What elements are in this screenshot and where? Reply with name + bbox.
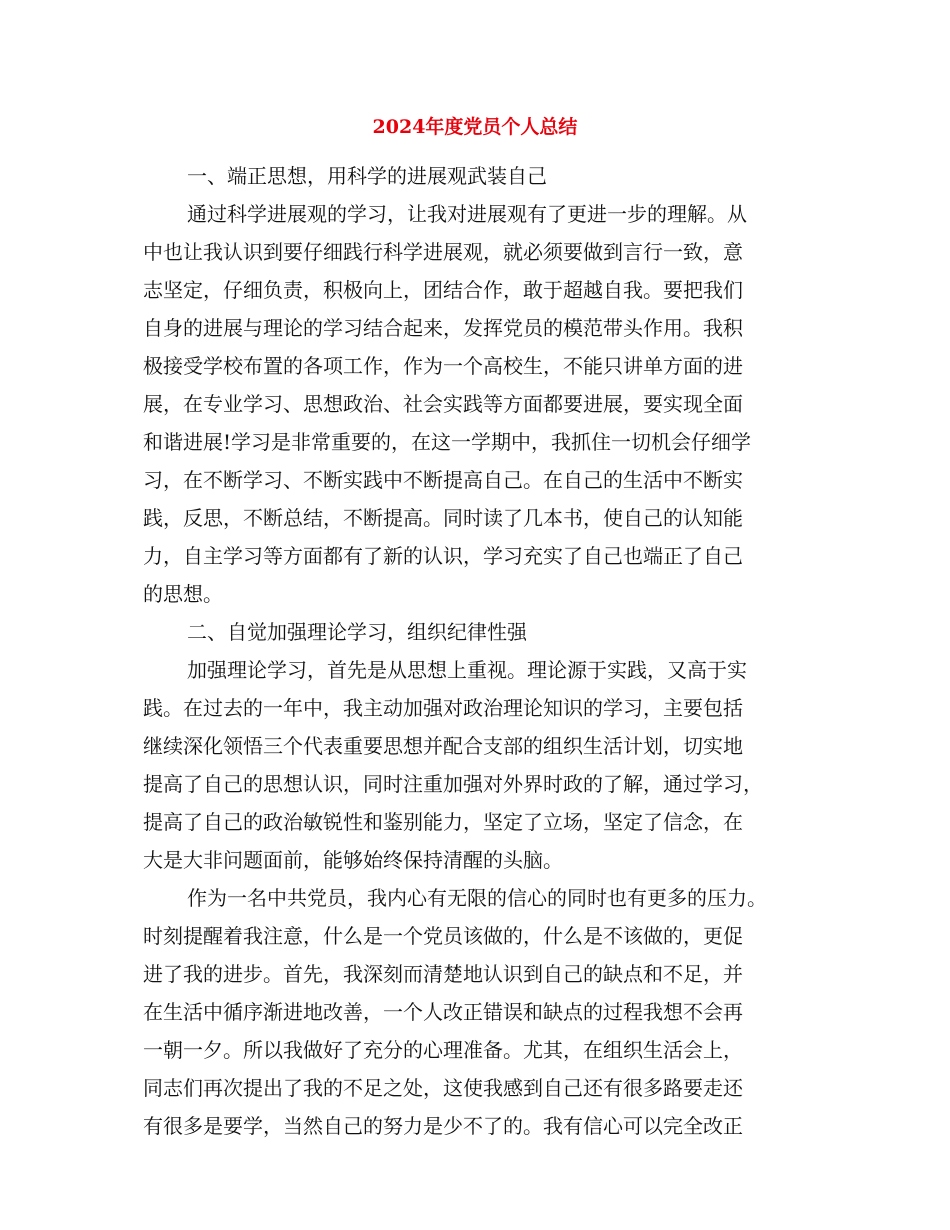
- paragraph-line: 在生活中循序渐进地改善，一个人改正错误和缺点的过程我想不会再: [143, 1000, 743, 1024]
- document-title: 2024年度党员个人总结: [372, 116, 578, 138]
- paragraph-line: 中也让我认识到要仔细践行科学进展观，就必须要做到言行一致，意: [143, 240, 743, 264]
- paragraph-line: 一朝一夕。所以我做好了充分的心理准备。尤其，在组织生活会上，: [143, 1038, 743, 1062]
- paragraph-line: 志坚定，仔细负责，积极向上，团结合作，敢于超越自我。要把我们: [143, 278, 743, 302]
- paragraph-line: 和谐进展!学习是非常重要的，在这一学期中，我抓住一切机会仔细学: [143, 430, 752, 454]
- paragraph-line: 践，反思，不断总结，不断提高。同时读了几本书，使自己的认知能: [143, 506, 743, 530]
- paragraph-line: 继续深化领悟三个代表重要思想并配合支部的组织生活计划，切实地: [143, 734, 743, 758]
- paragraph-line: 提高了自己的思想认识，同时注重加强对外界时政的了解，通过学习，: [143, 772, 763, 796]
- paragraph-line: 展，在专业学习、思想政治、社会实践等方面都要进展，要实现全面: [143, 392, 743, 416]
- paragraph-line: 作为一名中共党员，我内心有无限的信心的同时也有更多的压力。: [187, 886, 767, 910]
- paragraph-line: 时刻提醒着我注意，什么是一个党员该做的，什么是不该做的，更促: [143, 924, 743, 948]
- paragraph-line: 提高了自己的政治敏锐性和鉴别能力，坚定了立场，坚定了信念，在: [143, 810, 743, 834]
- paragraph-line: 加强理论学习，首先是从思想上重视。理论源于实践，又高于实: [187, 658, 747, 682]
- paragraph-line: 大是大非问题面前，能够始终保持清醒的头脑。: [143, 848, 563, 872]
- section-heading-2: 二、自觉加强理论学习，组织纪律性强: [187, 620, 527, 644]
- paragraph-line: 的思想。: [143, 582, 223, 606]
- section-heading-1: 一、端正思想，用科学的进展观武装自己: [187, 164, 547, 188]
- paragraph-line: 自身的进展与理论的学习结合起来，发挥党员的模范带头作用。我积: [143, 316, 743, 340]
- paragraph-line: 力，自主学习等方面都有了新的认识，学习充实了自己也端正了自己: [143, 544, 743, 568]
- paragraph-line: 极接受学校布置的各项工作，作为一个高校生，不能只讲单方面的进: [143, 354, 743, 378]
- paragraph-line: 有很多是要学，当然自己的努力是少不了的。我有信心可以完全改正: [143, 1114, 743, 1138]
- paragraph-line: 通过科学进展观的学习，让我对进展观有了更进一步的理解。从: [187, 202, 747, 226]
- paragraph-line: 进了我的进步。首先，我深刻而清楚地认识到自己的缺点和不足，并: [143, 962, 743, 986]
- paragraph-line: 同志们再次提出了我的不足之处，这使我感到自己还有很多路要走还: [143, 1076, 743, 1100]
- paragraph-line: 践。在过去的一年中，我主动加强对政治理论知识的学习，主要包括: [143, 696, 743, 720]
- paragraph-line: 习，在不断学习、不断实践中不断提高自己。在自己的生活中不断实: [143, 468, 743, 492]
